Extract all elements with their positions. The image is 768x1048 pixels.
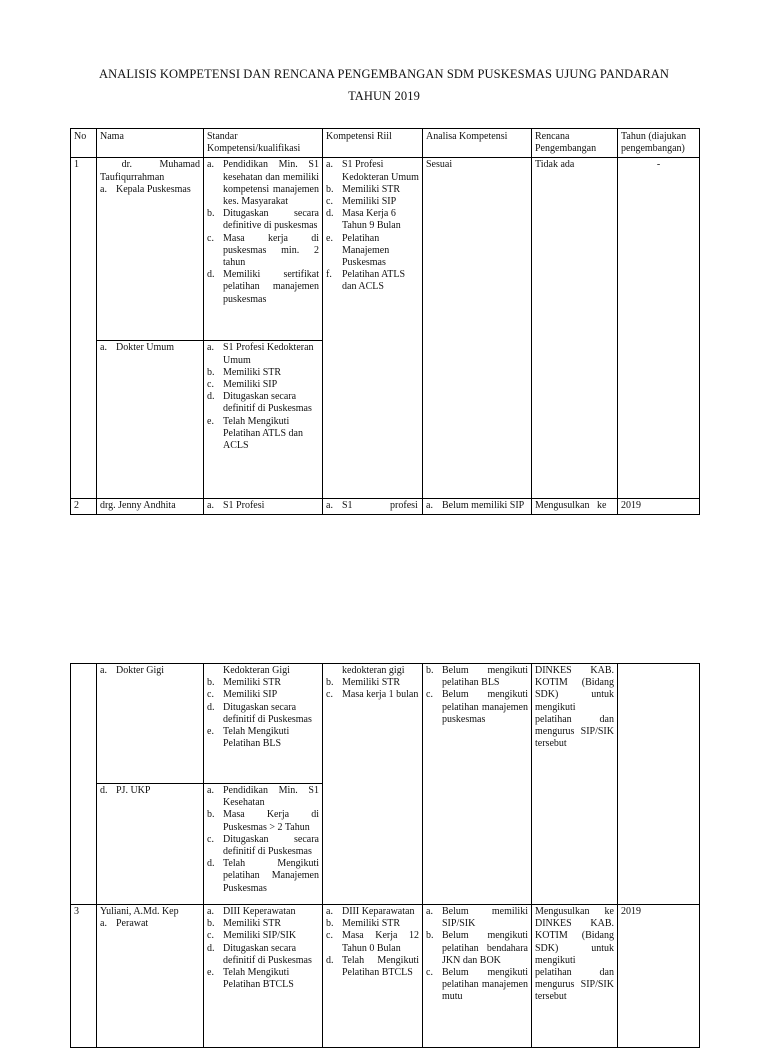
list-text: Telah Mengikuti pelatihan Manajemen Puskesmas — [223, 858, 319, 894]
list-text: Memiliki STR — [342, 918, 401, 930]
document-title: ANALISIS KOMPETENSI DAN RENCANA PENGEMBANGAN SDM PUSKESMAS UJUNG PANDARAN — [98, 67, 670, 81]
list-item — [207, 726, 319, 750]
competency-table-page1 — [70, 128, 700, 515]
role-label: Kepala Puskesmas — [116, 183, 191, 195]
list-item — [326, 689, 419, 701]
list-marker: a. — [207, 785, 214, 796]
list-item — [326, 954, 419, 979]
list-text: Belum mengikuti pelatihan manajemen mutu — [442, 967, 528, 1003]
list-marker: b. — [207, 918, 215, 930]
list-marker: a. — [326, 500, 333, 512]
list-text: Ditugaskan secara definitif di Puskesmas — [223, 942, 312, 966]
list-marker: d. — [207, 391, 215, 403]
list-marker: b. — [426, 665, 434, 676]
name-cell: drg. Jenny Andhita — [97, 499, 204, 514]
list-marker: a. — [100, 342, 107, 354]
list-item — [326, 677, 419, 689]
list-item — [207, 858, 319, 895]
list-marker: d. — [207, 701, 215, 713]
analysis-cell — [423, 664, 532, 905]
name-cell — [97, 664, 204, 784]
list-item — [326, 196, 419, 208]
standard-cell — [204, 158, 323, 341]
list-marker: c. — [207, 232, 214, 244]
list-text: Memiliki sertifikat pelatihan manajemen puskesmas — [223, 269, 319, 305]
list-marker: b. — [326, 677, 334, 689]
standard-cell — [204, 784, 323, 905]
standard-cell — [204, 341, 323, 499]
list-item — [207, 232, 319, 270]
list-marker: c. — [426, 967, 433, 979]
list-text: Ditugaskan secara definitive di puskesmas — [223, 208, 319, 232]
list-text: Masa Kerja 12 Tahun 0 Bulan — [342, 930, 419, 954]
list-marker: b. — [326, 183, 334, 195]
plan-cell: DINKES KAB. KOTIM (Bidang SDK) untuk mengikuti pelatihan dan mengurus SIP/SIK tersebut — [532, 664, 618, 905]
analysis-cell: Sesuai — [423, 158, 532, 499]
list-marker: a. — [100, 665, 107, 676]
list-item — [207, 701, 319, 726]
list-item — [207, 342, 319, 366]
list-marker: d. — [207, 269, 215, 281]
list-marker: a. — [426, 500, 433, 512]
list-marker: a. — [326, 159, 333, 171]
analysis-cell — [423, 499, 532, 514]
list-text: DIII Keparawatan — [342, 906, 415, 917]
list-marker: c. — [326, 689, 333, 701]
name-line1: dr. Muhamad — [121, 159, 200, 171]
list-item — [207, 415, 319, 453]
list-text: DIII Keperawatan — [223, 906, 296, 917]
list-item — [207, 967, 319, 991]
list-marker: a. — [100, 918, 107, 930]
list-text: Memiliki SIP — [223, 379, 278, 391]
list-marker: c. — [207, 833, 214, 845]
list-text: Memiliki SIP — [223, 689, 278, 701]
list-text: Pelatihan Manajemen Puskesmas — [342, 232, 390, 269]
list-marker: b. — [207, 366, 215, 378]
table-row — [71, 499, 700, 514]
plan-cell: Mengusulkan ke — [532, 499, 618, 514]
list-item — [207, 269, 319, 306]
list-text: Memiliki STR — [223, 366, 282, 378]
list-item — [207, 379, 319, 391]
role-label: PJ. UKP — [116, 785, 151, 796]
name-cell — [97, 158, 204, 341]
list-text: Pendidikan Min. S1 kesehatan dan memiliki kompetensi manajemen kes. Masyarakat — [223, 159, 319, 208]
list-marker: a. — [326, 906, 333, 917]
list-item — [326, 183, 419, 196]
list-marker: d. — [326, 954, 334, 966]
header-kompetensi-riil: Kompetensi Riil — [323, 129, 423, 158]
list-item — [207, 677, 319, 689]
name-cell — [97, 905, 204, 1048]
name-cell — [97, 784, 204, 905]
list-item — [326, 232, 419, 270]
list-text: Pendidikan Min. S1 Kesehatan — [223, 785, 319, 809]
competency-table-page2 — [70, 663, 700, 1048]
list-text: Belum mengikuti pelatihan bendahara JKN dan BOK — [442, 930, 528, 966]
list-text: Belum memiliki SIP/SIK — [442, 906, 528, 930]
standard-cell — [204, 499, 323, 514]
year-cell — [618, 664, 700, 905]
list-item — [207, 208, 319, 232]
list-text: Masa kerja 1 bulan — [342, 689, 419, 701]
row-number: 3 — [71, 905, 97, 1048]
list-text: Masa Kerja 6 Tahun 9 Bulan — [342, 208, 401, 232]
list-marker: e. — [207, 726, 214, 738]
table-row — [71, 158, 700, 341]
list-marker: a. — [207, 159, 214, 171]
header-standar: Standar Kompetensi/kualifikasi — [204, 129, 323, 158]
list-item — [326, 906, 419, 918]
list-text: Memiliki STR — [342, 183, 401, 195]
list-item — [207, 918, 319, 930]
list-marker: d. — [100, 785, 108, 796]
list-marker: f. — [326, 269, 332, 281]
list-text: S1 Profesi Kedokteran Umum — [223, 342, 314, 366]
table-row — [71, 664, 700, 784]
list-item — [426, 665, 528, 689]
row-number — [71, 664, 97, 905]
list-item — [207, 833, 319, 858]
year-cell: 2019 — [618, 499, 700, 514]
header-tahun: Tahun (diajukan pengembangan) — [618, 129, 700, 158]
list-text-continued: kedokteran gigi — [342, 665, 405, 676]
header-nama: Nama — [97, 129, 204, 158]
list-marker: c. — [326, 930, 333, 942]
list-item — [207, 366, 319, 379]
year-cell: 2019 — [618, 905, 700, 1048]
list-item — [426, 967, 528, 1004]
list-item — [326, 918, 419, 930]
list-item — [326, 208, 419, 232]
list-marker: d. — [326, 208, 334, 220]
list-text: Ditugaskan secara definitif di Puskesmas — [223, 833, 319, 858]
list-marker: a. — [207, 342, 214, 354]
row-number: 2 — [71, 499, 97, 514]
list-text: S1 Profesi — [223, 500, 265, 512]
list-item — [326, 269, 419, 293]
standard-cell — [204, 905, 323, 1048]
header-no: No — [71, 129, 97, 158]
list-item — [207, 689, 319, 701]
list-marker: c. — [207, 689, 214, 701]
list-marker: b. — [207, 677, 215, 689]
list-text: Pelatihan ATLS dan ACLS — [342, 269, 406, 293]
list-marker: b. — [326, 918, 334, 930]
list-text: Ditugaskan secara definitif di Puskesmas — [223, 391, 312, 415]
list-item — [207, 906, 319, 918]
header-analisa: Analisa Kompetensi — [423, 129, 532, 158]
list-text: Memiliki SIP — [342, 196, 397, 208]
table-header-row — [71, 129, 700, 158]
list-text: Belum memiliki SIP — [442, 500, 525, 512]
list-text: Belum mengikuti pelatihan manajemen puskesmas — [442, 689, 528, 725]
list-marker: a. — [207, 906, 214, 917]
list-item — [426, 906, 528, 930]
list-item — [326, 159, 419, 183]
list-marker: e. — [326, 232, 333, 244]
list-item — [207, 942, 319, 967]
name-cell — [97, 341, 204, 499]
list-text: Memiliki STR — [223, 677, 282, 689]
list-text: Telah Mengikuti Pelatihan BTCLS — [223, 967, 294, 991]
list-marker: c. — [207, 930, 214, 942]
list-marker: d. — [207, 858, 215, 870]
table-row — [71, 905, 700, 1048]
list-text: Belum mengikuti pelatihan BLS — [442, 665, 528, 689]
real-competency-cell — [323, 158, 423, 499]
real-competency-cell — [323, 664, 423, 905]
list-text: Telah Mengikuti Pelatihan BLS — [223, 726, 290, 750]
list-marker: b. — [207, 809, 215, 821]
list-item — [326, 930, 419, 954]
real-competency-cell — [323, 905, 423, 1048]
header-rencana: Rencana Pengembangan — [532, 129, 618, 158]
list-text: Masa kerja di puskesmas min. 2 tahun — [223, 232, 319, 269]
document-subtitle-year: TAHUN 2019 — [348, 89, 420, 103]
list-marker: a. — [207, 500, 214, 512]
list-marker: e. — [207, 415, 214, 427]
list-marker: b. — [426, 930, 434, 942]
name-line2: Taufiqurrahman — [100, 171, 165, 183]
list-item — [207, 391, 319, 415]
list-text: Memiliki STR — [342, 677, 401, 689]
list-marker: a. — [100, 183, 107, 195]
role-label: Dokter Gigi — [116, 665, 165, 676]
list-item — [426, 689, 528, 726]
list-marker: e. — [207, 967, 214, 979]
list-text: Telah Mengikuti Pelatihan BTCLS — [342, 954, 419, 979]
year-cell: - — [618, 158, 700, 499]
list-text: Memiliki SIP/SIK — [223, 930, 297, 942]
list-text: Ditugaskan secara definitif di Puskesmas — [223, 701, 312, 725]
list-text: Memiliki STR — [223, 918, 282, 930]
list-text: Masa Kerja di Puskesmas > 2 Tahun — [223, 809, 319, 833]
list-marker: c. — [426, 689, 433, 701]
list-item — [426, 930, 528, 967]
row-number: 1 — [71, 158, 97, 499]
plan-cell: Mengusulkan ke DINKES KAB. KOTIM (Bidang SDK) untuk mengikuti pelatihan dan mengurus SIP/SIK tersebut — [532, 905, 618, 1048]
list-marker: b. — [207, 208, 215, 220]
list-marker: d. — [207, 942, 215, 954]
list-text: S1 profesi — [342, 500, 418, 512]
list-text: S1 Profesi Kedokteran Umum — [342, 159, 419, 183]
role-label: Perawat — [116, 918, 149, 930]
analysis-cell — [423, 905, 532, 1048]
list-marker: c. — [326, 196, 333, 208]
list-text-continued: Kedokteran Gigi — [223, 665, 290, 676]
list-item — [207, 809, 319, 833]
standard-cell — [204, 664, 323, 784]
list-item — [207, 930, 319, 942]
name-line1: Yuliani, A.Md. Kep — [100, 906, 179, 917]
list-marker: a. — [426, 906, 433, 917]
role-label: Dokter Umum — [116, 342, 175, 354]
list-marker: c. — [207, 379, 214, 391]
list-item — [207, 159, 319, 208]
list-item — [207, 785, 319, 809]
real-competency-cell — [323, 499, 423, 514]
plan-cell: Tidak ada — [532, 158, 618, 499]
list-text: Telah Mengikuti Pelatihan ATLS dan ACLS — [223, 415, 303, 452]
